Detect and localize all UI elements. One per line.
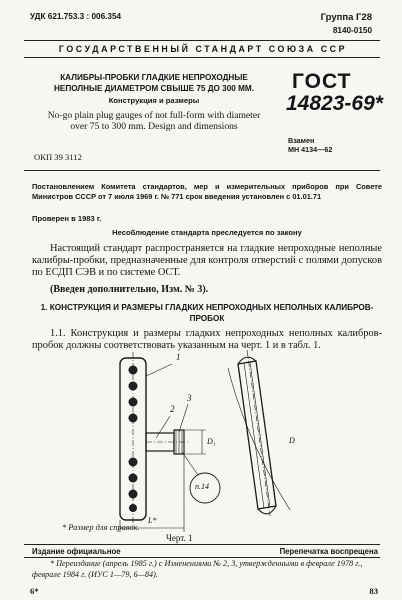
dimension-l: L* bbox=[148, 516, 157, 525]
title-subtitle: Конструкция и размеры bbox=[108, 96, 200, 105]
paragraph-1-1: 1.1. Конструкция и размеры гладких непроходных неполных калибров-пробок должны соответствовать указанным на черт. 1 и в табл. 1. bbox=[32, 328, 382, 351]
figure-label-3: 3 bbox=[187, 393, 192, 403]
replaced-standard: МН 4134—62 bbox=[288, 145, 333, 154]
detail-callout: п.14 bbox=[195, 482, 209, 491]
group-label: Группа Г28 bbox=[320, 12, 372, 23]
page-number-left: 6* bbox=[30, 586, 39, 596]
footer-rule-2 bbox=[24, 557, 380, 558]
figure-label-1: 1 bbox=[176, 352, 181, 362]
introduced-note: (Введен дополнительно, Изм. № 3). bbox=[50, 284, 209, 295]
intro-paragraph: Настоящий стандарт распространяется на гладкие непроходные неполные калибры-пробки, предназначенные для контроля отверстий с полями допусков по ЕСДП СЭВ и по системе ОСТ. bbox=[32, 243, 382, 278]
reprint-note: * Переиздание (апрель 1985 г.) с Изменениями № 2, 3, утвержденными в феврале 1978 г., феврале 1984 г. (ИУС 1—79, 6—84). bbox=[32, 559, 363, 579]
dimension-d1: D₁ bbox=[207, 437, 216, 446]
figure-label-2: 2 bbox=[170, 404, 175, 414]
udk-code: УДК 621.753.3 : 006.354 bbox=[30, 12, 122, 21]
title-russian: КАЛИБРЫ-ПРОБКИ ГЛАДКИЕ НЕПРОХОДНЫЕ НЕПОЛНЫЕ ДИАМЕТРОМ СВЫШЕ 75 ДО 300 ММ. bbox=[53, 73, 255, 93]
gauge-side-view bbox=[228, 350, 290, 516]
official-edition: Издание официальное bbox=[32, 547, 121, 556]
checked-note: Проверен в 1983 г. bbox=[32, 214, 102, 223]
gost-number: 14823-69* bbox=[286, 92, 383, 115]
footer-rule bbox=[24, 544, 380, 545]
gost-label: ГОСТ bbox=[292, 70, 352, 93]
section-title: 1. КОНСТРУКЦИЯ И РАЗМЕРЫ ГЛАДКИХ НЕПРОХОДНЫХ НЕПОЛНЫХ КАЛИБРОВ-ПРОБОК bbox=[40, 303, 374, 323]
replaced-label: Взамен bbox=[288, 136, 315, 145]
title-english: No-go plain plug gauges of not full-form with diameter over 75 to 300 mm. Design and dimensions bbox=[47, 110, 261, 132]
restriction-note: Несоблюдение стандарта преследуется по закону bbox=[112, 228, 302, 237]
reprint-forbidden: Перепечатка воспрещена bbox=[279, 547, 378, 556]
figure-caption: Черт. 1 bbox=[166, 533, 193, 543]
decree-text: Постановлением Комитета стандартов, мер и измерительных приборов при Совете Министров СССР от 7 июля 1969 г. № 771 срок введения установлен с 01.01.71 bbox=[32, 182, 382, 201]
state-standard-banner: ГОСУДАРСТВЕННЫЙ СТАНДАРТ СОЮЗА ССР bbox=[58, 44, 348, 54]
gauge-front-view bbox=[120, 352, 220, 532]
classification-code: 8140-0150 bbox=[332, 26, 372, 35]
dimension-d: D bbox=[289, 436, 295, 445]
okp-code: ОКП 39 3112 bbox=[34, 152, 82, 162]
footnote-reference: * Размер для справок. bbox=[62, 523, 140, 532]
page-number-right: 83 bbox=[369, 586, 378, 596]
